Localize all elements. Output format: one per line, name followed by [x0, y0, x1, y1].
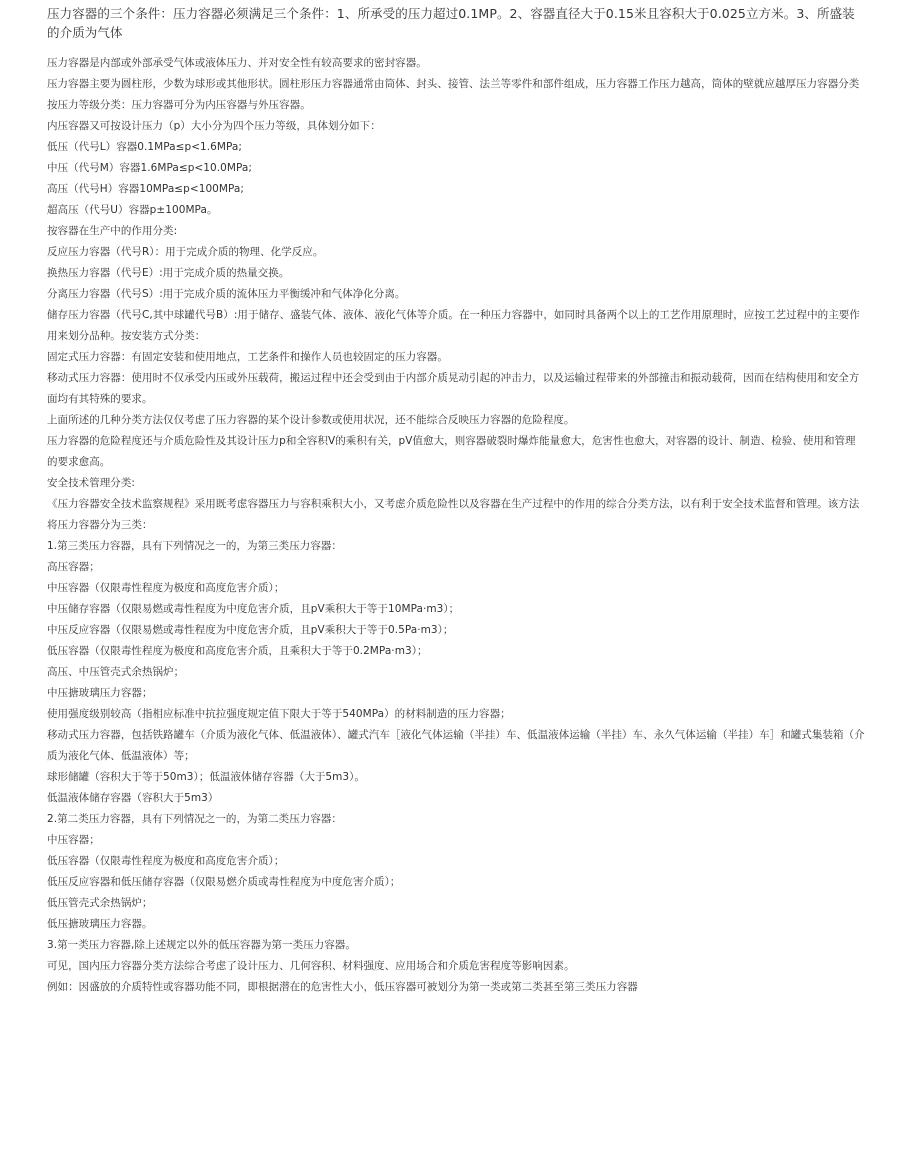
- paragraph: 低压容器（仅限毒性程度为极度和高度危害介质）；: [47, 855, 285, 867]
- paragraph: 低压反应容器和低压储存容器（仅限易燃介质或毒性程度为中度危害介质）；: [47, 876, 401, 888]
- paragraph: 低压搪玻璃压力容器。: [47, 918, 153, 930]
- paragraph: 按压力等级分类：压力容器可分为内压容器与外压容器。: [47, 99, 311, 111]
- paragraph: 低压（代号L）容器0.1MPa≤p<1.6MPa;: [47, 141, 243, 153]
- paragraph: 低温液体储存容器（容积大于5m3）: [47, 792, 219, 804]
- paragraph: 移动式压力容器，包括铁路罐车（介质为液化气体、低温液体）、罐式汽车［液化气体运输（半挂）车、低温液体运输（半挂）车、永久气体运输（半挂）车］和罐式集装箱（介质为液化气体、低温液体）等；: [47, 729, 865, 762]
- paragraph: 2.第二类压力容器，具有下列情况之一的，为第二类压力容器：: [47, 813, 342, 825]
- paragraph: 《压力容器安全技术监察规程》采用既考虑容器压力与容积乘积大小，又考虑介质危险性以及容器在生产过程中的作用的综合分类方法，以有利于安全技术监督和管理。该方法将压力容器分为三类：: [47, 498, 860, 531]
- paragraph: 压力容器的危险程度还与介质危险性及其设计压力p和全容积V的乘积有关，pV值愈大，则容器破裂时爆炸能量愈大，危害性也愈大，对容器的设计、制造、检验、使用和管理的要求愈高。: [47, 435, 856, 468]
- paragraph: 中压搪玻璃压力容器；: [47, 687, 153, 699]
- paragraph: 中压容器（仅限毒性程度为极度和高度危害介质）；: [47, 582, 285, 594]
- document-body: [47, 4, 865, 998]
- paragraph: 反应压力容器（代号R）：用于完成介质的物理、化学反应。: [47, 246, 324, 258]
- paragraph: 中压（代号M）容器1.6MPa≤p<10.0MPa;: [47, 162, 252, 174]
- paragraph: 安全技术管理分类:: [47, 477, 135, 489]
- paragraph: 高压、中压管壳式余热锅炉；: [47, 666, 185, 678]
- paragraph: 压力容器主要为圆柱形，少数为球形或其他形状。圆柱形压力容器通常由筒体、封头、接管、法兰等零件和部件组成，压力容器工作压力越高，筒体的壁就应越厚压力容器分类: [47, 78, 860, 90]
- paragraph: 上面所述的几种分类方法仅仅考虑了压力容器的某个设计参数或使用状况，还不能综合反映压力容器的危险程度。: [47, 414, 575, 426]
- paragraph: 3.第一类压力容器,除上述规定以外的低压容器为第一类压力容器。: [47, 939, 356, 951]
- paragraph: 低压管壳式余热锅炉；: [47, 897, 153, 909]
- paragraph: 分离压力容器（代号S）:用于完成介质的流体压力平衡缓冲和气体净化分离。: [47, 288, 406, 300]
- paragraph: 移动式压力容器：使用时不仅承受内压或外压载荷，搬运过程中还会受到由于内部介质晃动引起的冲击力，以及运输过程带来的外部撞击和振动载荷，因而在结构使用和安全方面均有其特殊的要求。: [47, 372, 860, 405]
- paragraph: 高压容器；: [47, 561, 100, 573]
- paragraph: 内压容器又可按设计压力（p）大小分为四个压力等级，具体划分如下：: [47, 120, 381, 132]
- paragraph-list: [47, 53, 865, 998]
- paragraph: 压力容器是内部或外部承受气体或液体压力、并对安全性有较高要求的密封容器。: [47, 57, 427, 69]
- paragraph: 使用强度级别较高（指相应标准中抗拉强度规定值下限大于等于540MPa）的材料制造的压力容器；: [47, 708, 511, 720]
- paragraph: 1.第三类压力容器，具有下列情况之一的，为第三类压力容器：: [47, 540, 342, 552]
- paragraph: 可见，国内压力容器分类方法综合考虑了设计压力、几何容积、材料强度、应用场合和介质危害程度等影响因素。: [47, 960, 575, 972]
- paragraph: 例如：因盛放的介质特性或容器功能不同，即根据潜在的危害性大小，低压容器可被划分为第一类或第二类甚至第三类压力容器: [47, 981, 638, 993]
- paragraph: 超高压（代号U）容器p±100MPa。: [47, 204, 218, 216]
- paragraph: 高压（代号H）容器10MPa≤p<100MPa;: [47, 183, 245, 195]
- paragraph: 球形储罐（容积大于等于50m3）；低温液体储存容器（大于5m3）。: [47, 771, 366, 783]
- paragraph: 中压容器；: [47, 834, 100, 846]
- paragraph: 低压容器（仅限毒性程度为极度和高度危害介质，且乘积大于等于0.2MPa·m3）；: [47, 645, 428, 657]
- document-title: 压力容器的三个条件：压力容器必须满足三个条件：1、所承受的压力超过0.1MP。2、容器直径大于0.15米且容积大于0.025立方米。3、所盛装的介质为气体: [47, 6, 855, 40]
- paragraph: 中压储存容器（仅限易燃或毒性程度为中度危害介质，且pV乘积大于等于10MPa·m3）；: [47, 603, 460, 615]
- paragraph: 按容器在生产中的作用分类:: [47, 225, 178, 237]
- paragraph: 储存压力容器（代号C,其中球罐代号B）:用于储存、盛装气体、液体、液化气体等介质。在一种压力容器中，如同时具备两个以上的工艺作用原理时，应按工艺过程中的主要作用来划分品种。按安装方式分类：: [47, 309, 860, 342]
- paragraph: 换热压力容器（代号E）:用于完成介质的热量交换。: [47, 267, 290, 279]
- paragraph: 中压反应容器（仅限易燃或毒性程度为中度危害介质，且pV乘积大于等于0.5Pa·m3）；: [47, 624, 454, 636]
- paragraph: 固定式压力容器：有固定安装和使用地点，工艺条件和操作人员也较固定的压力容器。: [47, 351, 448, 363]
